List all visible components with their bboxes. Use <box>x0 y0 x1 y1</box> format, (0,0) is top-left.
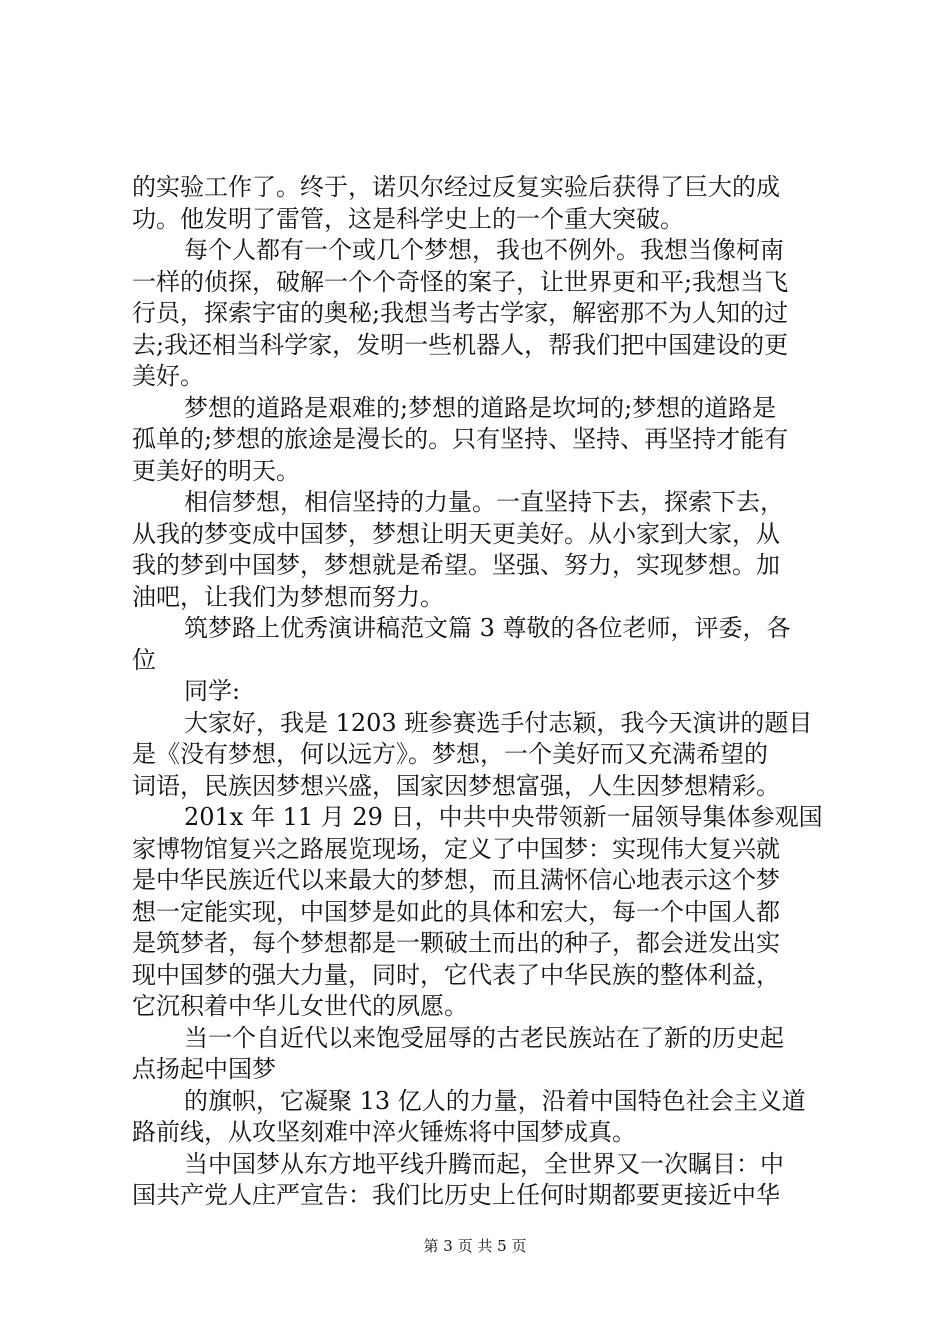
text-line: 的实验工作了。终于，诺贝尔经过反复实验后获得了巨大的成 <box>132 173 780 201</box>
text-line: 201x 年 11 月 29 日，中共中央带领新一届领导集体参观国 <box>184 803 823 831</box>
text-line: 它沉积着中华儿女世代的夙愿。 <box>132 992 468 1020</box>
text-line: 一样的侦探，破解一个个奇怪的案子，让世界更和平;我想当飞 <box>132 267 789 296</box>
text-line: 现中国梦的强大力量，同时，它代表了中华民族的整体利益， <box>132 960 780 989</box>
text-line: 路前线，从攻坚刻难中淬火锤炼将中国梦成真。 <box>132 1118 636 1146</box>
text-line: 同学: <box>184 677 241 705</box>
document-body <box>132 172 832 1212</box>
text-line: 油吧，让我们为梦想而努力。 <box>132 582 444 611</box>
text-line: 每个人都有一个或几个梦想，我也不例外。我想当像柯南 <box>184 236 784 264</box>
text-line: 想一定能实现，中国梦是如此的具体和宏大，每一个中国人都 <box>132 897 780 926</box>
text-line: 梦想的道路是艰难的;梦想的道路是坎坷的;梦想的道路是 <box>184 393 777 422</box>
text-line: 当一个自近代以来饱受屈辱的古老民族站在了新的历史起 <box>184 1023 784 1052</box>
text-line: 我的梦到中国梦，梦想就是希望。坚强、努力，实现梦想。加 <box>132 551 780 579</box>
text-line: 行员，探索宇宙的奥秘;我想当考古学家，解密那不为人知的过 <box>132 299 789 327</box>
text-line: 孤单的;梦想的旅途是漫长的。只有坚持、坚持、再坚持才能有 <box>132 425 789 453</box>
text-line: 从我的梦变成中国梦，梦想让明天更美好。从小家到大家，从 <box>132 519 780 548</box>
text-line: 相信梦想，相信坚持的力量。一直坚持下去，探索下去， <box>184 488 784 516</box>
text-line: 国共产党人庄严宣告：我们比历史上任何时期都要更接近中华 <box>132 1181 780 1209</box>
text-line: 家博物馆复兴之路展览现场，定义了中国梦：实现伟大复兴就 <box>132 834 780 863</box>
text-line: 位 <box>132 645 156 674</box>
text-line: 美好。 <box>132 362 204 390</box>
text-line: 功。他发明了雷管，这是科学史上的一个重大突破。 <box>132 204 684 233</box>
text-line: 大家好，我是 1203 班参赛选手付志颖，我今天演讲的题目 <box>184 708 813 737</box>
text-line: 的旗帜，它凝聚 13 亿人的力量，沿着中国特色社会主义道 <box>184 1086 806 1115</box>
text-line: 筑梦路上优秀演讲稿范文篇 3 尊敬的各位老师，评委，各 <box>184 614 791 642</box>
text-line: 去;我还相当科学家，发明一些机器人，帮我们把中国建设的更 <box>132 330 789 359</box>
text-line: 当中国梦从东方地平线升腾而起，全世界又一次瞩目：中 <box>184 1149 784 1178</box>
text-line: 点扬起中国梦 <box>132 1055 276 1083</box>
text-line: 是中华民族近代以来最大的梦想，而且满怀信心地表示这个梦 <box>132 866 780 894</box>
text-line: 词语，民族因梦想兴盛，国家因梦想富强，人生因梦想精彩。 <box>132 771 780 800</box>
text-line: 更美好的明天。 <box>132 456 300 485</box>
page-number-footer: 第 3 页 共 5 页 <box>423 1237 527 1255</box>
text-line: 是筑梦者，每个梦想都是一颗破土而出的种子，都会迸发出实 <box>132 929 780 957</box>
text-line: 是《没有梦想，何以远方》。梦想，一个美好而又充满希望的 <box>132 740 768 768</box>
